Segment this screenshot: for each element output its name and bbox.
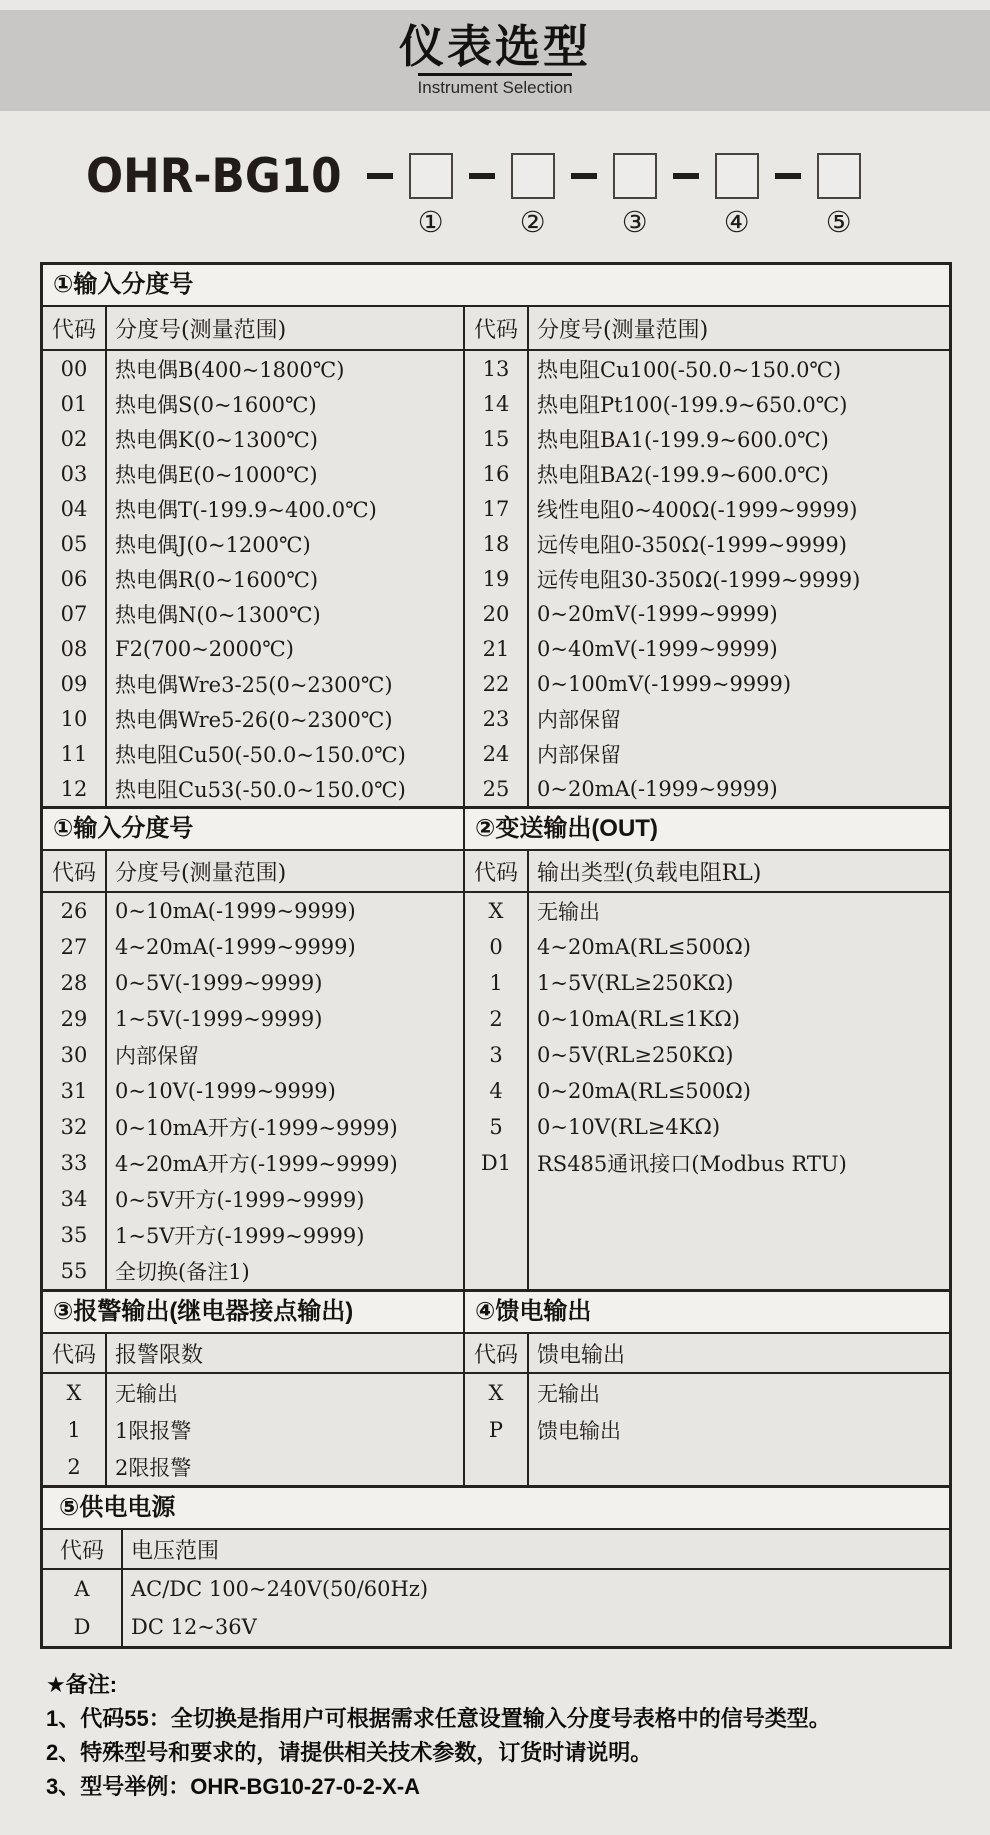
position-label-5: ⑤ bbox=[825, 205, 852, 239]
model-prefix: OHR-BG10 bbox=[86, 148, 342, 204]
desc-cell: 0~5V(RL≥250KΩ) bbox=[537, 1043, 734, 1067]
code-cell: 11 bbox=[43, 736, 107, 771]
desc-cell: 1~5V(RL≥250KΩ) bbox=[537, 971, 734, 995]
table-row bbox=[465, 965, 949, 1001]
desc-cell: 无输出 bbox=[115, 1381, 178, 1406]
code-cell: 27 bbox=[43, 929, 107, 965]
table-row bbox=[43, 1217, 463, 1253]
table-row bbox=[43, 1109, 463, 1145]
column-header-code: 代码 bbox=[465, 851, 529, 891]
code-cell: 08 bbox=[43, 631, 107, 666]
feed-output-table bbox=[463, 1292, 949, 1485]
table-row bbox=[43, 456, 463, 491]
column-header-code: 代码 bbox=[465, 307, 529, 349]
desc-cell: 4~20mA(RL≤500Ω) bbox=[537, 935, 751, 959]
desc-cell: 0~20mV(-1999~9999) bbox=[537, 601, 778, 626]
table-row bbox=[43, 1145, 463, 1181]
model-box-1 bbox=[409, 153, 453, 199]
column-header-desc: 输出类型(负载电阻RL) bbox=[537, 860, 762, 886]
desc-cell: 4~20mA(-1999~9999) bbox=[115, 935, 356, 959]
table-row bbox=[43, 596, 463, 631]
dash-separator bbox=[775, 173, 801, 179]
table-row bbox=[465, 929, 949, 965]
table-row bbox=[43, 386, 463, 421]
table-row bbox=[465, 736, 949, 771]
code-cell: 28 bbox=[43, 965, 107, 1001]
input-table-right bbox=[463, 307, 949, 806]
column-header-row bbox=[43, 1530, 949, 1570]
table-row bbox=[465, 1037, 949, 1073]
page-banner bbox=[0, 10, 990, 111]
code-cell: 02 bbox=[43, 421, 107, 456]
desc-cell: 热电偶E(0~1000℃) bbox=[115, 462, 318, 487]
model-box-5 bbox=[817, 153, 861, 199]
code-cell: X bbox=[465, 1374, 529, 1411]
code-cell: 24 bbox=[465, 736, 529, 771]
desc-cell: 0~5V开方(-1999~9999) bbox=[115, 1188, 365, 1212]
code-cell: A bbox=[43, 1570, 123, 1608]
desc-cell: 0~40mV(-1999~9999) bbox=[537, 636, 778, 661]
desc-cell: 热电偶J(0~1200℃) bbox=[115, 532, 311, 557]
desc-cell: 热电阻Cu50(-50.0~150.0℃) bbox=[115, 742, 406, 767]
desc-cell: 线性电阻0~400Ω(-1999~9999) bbox=[537, 497, 858, 522]
column-header-code: 代码 bbox=[465, 1334, 529, 1372]
table-row bbox=[43, 965, 463, 1001]
table-row bbox=[43, 893, 463, 929]
code-cell: 03 bbox=[43, 456, 107, 491]
desc-cell: 热电偶Wre5-26(0~2300℃) bbox=[115, 707, 393, 732]
code-cell: 2 bbox=[43, 1448, 107, 1485]
desc-cell: 热电阻BA1(-199.9~600.0℃) bbox=[537, 427, 829, 452]
table-row bbox=[43, 491, 463, 526]
model-box-3 bbox=[613, 153, 657, 199]
code-cell: 33 bbox=[43, 1145, 107, 1181]
table-row bbox=[465, 596, 949, 631]
section-band: ③报警输出(继电器接点输出) bbox=[43, 1292, 463, 1334]
code-cell: P bbox=[465, 1411, 529, 1448]
model-slot-2 bbox=[511, 153, 555, 239]
alarm-table bbox=[43, 1292, 463, 1485]
table-row bbox=[43, 771, 463, 806]
desc-cell: 无输出 bbox=[537, 900, 600, 924]
desc-cell: 0~5V(-1999~9999) bbox=[115, 971, 323, 995]
desc-cell: 热电偶K(0~1300℃) bbox=[115, 427, 318, 452]
column-header-desc: 馈电输出 bbox=[537, 1342, 626, 1368]
column-header-row bbox=[465, 851, 949, 893]
section-band: ①输入分度号 bbox=[43, 265, 949, 307]
desc-cell: 4~20mA开方(-1999~9999) bbox=[115, 1152, 398, 1176]
code-cell: 05 bbox=[43, 526, 107, 561]
desc-cell: 远传电阻0-350Ω(-1999~9999) bbox=[537, 532, 847, 557]
code-cell: 29 bbox=[43, 1001, 107, 1037]
code-cell: D1 bbox=[465, 1145, 529, 1181]
model-box-2 bbox=[511, 153, 555, 199]
desc-cell: 无输出 bbox=[537, 1381, 600, 1406]
table-row bbox=[43, 1374, 463, 1411]
desc-cell: 0~10mA(-1999~9999) bbox=[115, 899, 356, 923]
column-header-row bbox=[43, 307, 463, 351]
table-row bbox=[465, 666, 949, 701]
desc-cell: 0~10V(RL≥4KΩ) bbox=[537, 1115, 721, 1139]
table-row bbox=[43, 1037, 463, 1073]
desc-cell: 热电偶B(400~1800℃) bbox=[115, 357, 345, 382]
code-cell: 25 bbox=[465, 771, 529, 806]
section-band: ①输入分度号 bbox=[43, 809, 463, 851]
desc-cell: 内部保留 bbox=[537, 707, 621, 732]
desc-cell: 1~5V开方(-1999~9999) bbox=[115, 1224, 365, 1248]
desc-cell: 内部保留 bbox=[537, 742, 621, 767]
note-item: 3、型号举例：OHR-BG10-27-0-2-X-A bbox=[46, 1774, 421, 1799]
model-box-4 bbox=[715, 153, 759, 199]
code-cell: 16 bbox=[465, 456, 529, 491]
code-cell: 20 bbox=[465, 596, 529, 631]
desc-cell: 热电偶Wre3-25(0~2300℃) bbox=[115, 672, 393, 697]
table-row bbox=[465, 1073, 949, 1109]
table-row bbox=[465, 351, 949, 386]
section-power-supply bbox=[40, 1485, 952, 1649]
code-cell: 15 bbox=[465, 421, 529, 456]
table-row bbox=[43, 666, 463, 701]
column-header-row bbox=[465, 307, 949, 351]
position-label-2: ② bbox=[519, 205, 546, 239]
model-slot-5 bbox=[817, 153, 861, 239]
remarks bbox=[46, 1668, 958, 1804]
desc-cell: 热电阻Cu100(-50.0~150.0℃) bbox=[537, 357, 842, 382]
desc-cell: 0~100mV(-1999~9999) bbox=[537, 671, 792, 696]
code-cell: 10 bbox=[43, 701, 107, 736]
column-header-code: 代码 bbox=[43, 1334, 107, 1372]
code-cell: 26 bbox=[43, 893, 107, 929]
section-band: ⑤供电电源 bbox=[43, 1488, 949, 1530]
code-cell: 09 bbox=[43, 666, 107, 701]
column-header-code: 代码 bbox=[43, 307, 107, 349]
code-cell: 3 bbox=[465, 1037, 529, 1073]
desc-cell: 1~5V(-1999~9999) bbox=[115, 1007, 323, 1031]
code-cell: 0 bbox=[465, 929, 529, 965]
code-cell: X bbox=[465, 893, 529, 929]
code-cell: 23 bbox=[465, 701, 529, 736]
table-row bbox=[43, 351, 463, 386]
table-row bbox=[43, 526, 463, 561]
desc-cell: 热电偶R(0~1600℃) bbox=[115, 567, 319, 592]
position-label-1: ① bbox=[417, 205, 444, 239]
code-cell: 5 bbox=[465, 1109, 529, 1145]
model-slot-1 bbox=[409, 153, 453, 239]
table-row bbox=[43, 1448, 463, 1485]
table-row bbox=[465, 1109, 949, 1145]
table-row bbox=[465, 631, 949, 666]
section-band: ④馈电输出 bbox=[465, 1292, 949, 1334]
input-table-left bbox=[43, 307, 463, 806]
table-row bbox=[43, 1073, 463, 1109]
table-row bbox=[43, 929, 463, 965]
dash-separator bbox=[469, 173, 495, 179]
table-row bbox=[43, 1181, 463, 1217]
table-row bbox=[465, 1001, 949, 1037]
position-label-4: ④ bbox=[723, 205, 750, 239]
desc-cell: AC/DC 100~240V(50/60Hz) bbox=[131, 1577, 429, 1601]
code-cell: 32 bbox=[43, 1109, 107, 1145]
table-row bbox=[43, 421, 463, 456]
table-row bbox=[465, 1374, 949, 1411]
desc-cell: 馈电输出 bbox=[537, 1418, 621, 1443]
note-item: 2、特殊型号和要求的，请提供相关技术参数，订货时请说明。 bbox=[46, 1740, 653, 1765]
selection-tables bbox=[40, 262, 952, 1649]
column-header-row bbox=[43, 851, 463, 893]
table-row bbox=[465, 701, 949, 736]
section-input-graduation-1 bbox=[40, 262, 952, 809]
desc-cell: 热电阻BA2(-199.9~600.0℃) bbox=[537, 462, 829, 487]
page-subtitle: Instrument Selection bbox=[417, 77, 573, 97]
code-cell: 07 bbox=[43, 596, 107, 631]
page-title: 仪表选型 bbox=[398, 21, 591, 72]
code-cell: 30 bbox=[43, 1037, 107, 1073]
desc-cell: 0~20mA(RL≤500Ω) bbox=[537, 1079, 751, 1103]
code-cell: 55 bbox=[43, 1253, 107, 1289]
note-item: 1、代码55：全切换是指用户可根据需求任意设置输入分度号表格中的信号类型。 bbox=[46, 1706, 831, 1731]
filler-row bbox=[465, 1448, 949, 1485]
column-header-desc: 分度号(测量范围) bbox=[115, 860, 287, 886]
filler-row bbox=[465, 1181, 949, 1289]
desc-cell: 1限报警 bbox=[115, 1418, 192, 1443]
table-row bbox=[43, 1001, 463, 1037]
desc-cell: 热电阻Cu53(-50.0~150.0℃) bbox=[115, 777, 406, 802]
code-cell: 31 bbox=[43, 1073, 107, 1109]
code-cell: 17 bbox=[465, 491, 529, 526]
column-header-code: 代码 bbox=[43, 1530, 123, 1568]
table-row bbox=[465, 456, 949, 491]
desc-cell: DC 12~36V bbox=[131, 1615, 257, 1639]
column-header-desc: 分度号(测量范围) bbox=[115, 317, 287, 343]
model-slot-4 bbox=[715, 153, 759, 239]
code-cell: 4 bbox=[465, 1073, 529, 1109]
model-slot-3 bbox=[613, 153, 657, 239]
desc-cell: 全切换(备注1) bbox=[115, 1260, 250, 1284]
desc-cell: 热电阻Pt100(-199.9~650.0℃) bbox=[537, 392, 848, 417]
code-cell: 01 bbox=[43, 386, 107, 421]
table-row bbox=[465, 771, 949, 806]
section-band: ②变送输出(OUT) bbox=[465, 809, 949, 851]
desc-cell: 0~10mA开方(-1999~9999) bbox=[115, 1116, 398, 1140]
desc-cell: 0~10mA(RL≤1KΩ) bbox=[537, 1007, 740, 1031]
table-row bbox=[465, 526, 949, 561]
column-header-desc: 分度号(测量范围) bbox=[537, 317, 709, 343]
code-cell: 13 bbox=[465, 351, 529, 386]
position-label-3: ③ bbox=[621, 205, 648, 239]
column-header-row bbox=[43, 1334, 463, 1374]
code-cell: 22 bbox=[465, 666, 529, 701]
desc-cell: RS485通讯接口(Modbus RTU) bbox=[537, 1152, 847, 1176]
desc-cell: 0~20mA(-1999~9999) bbox=[537, 776, 778, 801]
column-header-code: 代码 bbox=[43, 851, 107, 891]
code-cell: 35 bbox=[43, 1217, 107, 1253]
desc-cell: 热电偶S(0~1600℃) bbox=[115, 392, 317, 417]
section-alarm-and-feed bbox=[40, 1289, 952, 1488]
table-row bbox=[465, 1411, 949, 1448]
desc-cell: F2(700~2000℃) bbox=[115, 636, 294, 661]
desc-cell: 2限报警 bbox=[115, 1455, 192, 1480]
table-row bbox=[43, 1570, 949, 1608]
table-row bbox=[43, 736, 463, 771]
code-cell: 1 bbox=[43, 1411, 107, 1448]
code-cell: 12 bbox=[43, 771, 107, 806]
input-table-continued bbox=[43, 809, 463, 1289]
column-header-desc: 电压范围 bbox=[131, 1538, 220, 1564]
section-input-and-output bbox=[40, 806, 952, 1292]
table-row bbox=[43, 1608, 949, 1646]
dash-separator bbox=[571, 173, 597, 179]
table-row bbox=[43, 631, 463, 666]
table-row bbox=[465, 421, 949, 456]
dash-separator bbox=[673, 173, 699, 179]
code-cell: 1 bbox=[465, 965, 529, 1001]
table-row bbox=[43, 1411, 463, 1448]
desc-cell: 热电偶T(-199.9~400.0℃) bbox=[115, 497, 377, 522]
code-cell: 06 bbox=[43, 561, 107, 596]
code-cell: 2 bbox=[465, 1001, 529, 1037]
column-header-desc: 报警限数 bbox=[115, 1342, 204, 1368]
code-cell: D bbox=[43, 1608, 123, 1646]
desc-cell: 热电偶N(0~1300℃) bbox=[115, 602, 321, 627]
remarks-title: ★备注: bbox=[46, 1672, 118, 1697]
code-cell: X bbox=[43, 1374, 107, 1411]
desc-cell: 0~10V(-1999~9999) bbox=[115, 1079, 336, 1103]
table-row bbox=[465, 386, 949, 421]
code-cell: 19 bbox=[465, 561, 529, 596]
code-cell: 21 bbox=[465, 631, 529, 666]
column-header-row bbox=[465, 1334, 949, 1374]
model-code-line bbox=[86, 150, 861, 246]
table-row bbox=[465, 491, 949, 526]
table-row bbox=[465, 893, 949, 929]
table-row bbox=[465, 1145, 949, 1181]
title-underline bbox=[418, 73, 572, 76]
code-cell: 14 bbox=[465, 386, 529, 421]
table-row bbox=[43, 561, 463, 596]
table-row bbox=[43, 1253, 463, 1289]
output-table bbox=[463, 809, 949, 1289]
table-row bbox=[43, 701, 463, 736]
desc-cell: 内部保留 bbox=[115, 1044, 199, 1068]
desc-cell: 远传电阻30-350Ω(-1999~9999) bbox=[537, 567, 861, 592]
code-cell: 00 bbox=[43, 351, 107, 386]
code-cell: 04 bbox=[43, 491, 107, 526]
code-cell: 18 bbox=[465, 526, 529, 561]
code-cell: 34 bbox=[43, 1181, 107, 1217]
dash-separator bbox=[367, 173, 393, 179]
table-row bbox=[465, 561, 949, 596]
